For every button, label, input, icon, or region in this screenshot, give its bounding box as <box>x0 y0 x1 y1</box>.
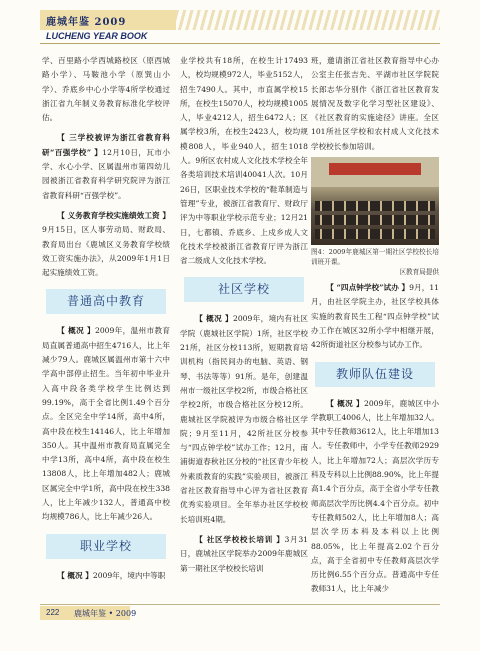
item-title: 【 概况 】 <box>326 398 364 408</box>
section-heading: 职业学校 <box>46 534 166 559</box>
item-text: 2009年，境内中等职 <box>92 570 166 580</box>
item-text: 2009年，温州市教育局直属普通高中招生4716人，比上年减少79人。鹿城区属温州市第十六中学高中部停止招生。当年初中毕业升入高中段各类学校学生比例达到99.19%，高于全省比例1.49个百分点。全区完全中学14所，高中4所，高中段在校生14146人，比上年增加350人。其中温州市教育局直属完全中学13所，高中4所，高中段在校生13808人，比上年增加482人；鹿城区属完全中学1所，高中段在校生338人，比上年减少132人，普通高中校均规模786人，比上年减少26人。 <box>42 326 170 522</box>
footer-source: 鹿城年鉴 • 2009 <box>74 609 137 618</box>
header-title: 鹿城年鉴 2009 <box>46 17 127 28</box>
item-title: 【 概况 】 <box>57 570 93 580</box>
photo-caption <box>311 247 439 277</box>
item-title: 【 “四点钟学校”试办 】 <box>326 283 410 293</box>
caption-text: 图4：2009年鹿城区第一期社区学校校长培训班开课。 <box>311 248 439 267</box>
section-heading: 普通高中教育 <box>46 289 166 314</box>
paragraph <box>42 569 170 583</box>
page-footer <box>40 600 440 620</box>
item-text: 12月10日，瓦市小学、水心小学、区属温州市第四幼儿园被浙江省教育科学研究院评为浙江省教育科研“百强学校”。 <box>42 147 170 200</box>
photo-credit: 区教育局提供 <box>399 268 439 277</box>
section-heading: 社区学校 <box>184 277 304 302</box>
item-title: 【 概况 】 <box>195 314 233 324</box>
item-title: 【 义务教育学校实施绩效工资 】 <box>57 210 170 220</box>
page-number: 222 <box>46 608 60 617</box>
training-photo <box>311 157 439 245</box>
column-3 <box>311 54 439 597</box>
header-stripes <box>176 10 440 30</box>
item-title: 【 概况 】 <box>57 326 95 336</box>
column-2 <box>180 54 308 576</box>
item-text: 9月，11月，由社区学院主办，社区学校具体实施的教育民生工程“四点钟学校”试办工作在城区32所小学中相继开展，42所街道社区分校参与试办工作。 <box>311 283 439 350</box>
item-title: 【 三学校被评为浙江省教育科研“百强学校” 】 <box>42 133 170 157</box>
column-1 <box>42 54 170 583</box>
item-text: 9月15日，区人事劳动局、财政局、教育局出台《鹿城区义务教育学校绩效工资实施办法》，从2009年1月1日起实施绩效工资。 <box>42 225 170 278</box>
item-text: 2009年，境内有社区学院（鹿城社区学院）1所，社区学校21所，社区分校113所，短期教育培训机构（指民间办的电脑、英语、钢琴、书法等等）91所。是年，创建温州市一级社区学校2所，市级合格社区学校2所，市级合格社区分校12所。鹿城社区学院被评为市级合格社区学院；9月至11月，42所社区分校参与“四点钟学校”试办工作；12月，南浦街道春秋社区分校的“社区青少年校外素质教育的实践”实验项目，被浙江省社区教育指导中心评为省社区教育优秀实验项目。全年举办社区学校校长培训班4期。 <box>180 314 308 524</box>
paragraph <box>180 312 308 526</box>
header-rule <box>40 43 440 44</box>
paragraph: 班，邀请浙江省社区教育指导中心办公室主任张吉先、平湖市社区学院院长郎志华分别作《浙江省社区教育发展情况及数字化学习型社区建设》、《社区教育的实施途径》讲座。全区101所社区学校和农村成人文化技术学校校长参加培训。 <box>311 56 439 151</box>
section-heading: 教师队伍建设 <box>315 362 435 387</box>
item-text: 3月31日，鹿城社区学院举办2009年鹿城区第一期社区学校校长培训 <box>180 534 308 573</box>
header-subtitle: LUCHENG YEAR BOOK <box>46 31 148 41</box>
paragraph: 业学校共有18所，在校生计17493人，校均规模972人，毕业5152人，招生7490人。其中，市直属学校15所，在校生15070人，校均规模1005人，毕业4212人，招生6472人；区属学校3所，在校生2423人，校均规模808人，毕业940人，招生1018人。9所区农村成人文化技术学校全年各类培训技术培训40041人次。10月26日，区职业技术学校的“鞋革制造与管理”专业，被浙江省教育厅、财政厅评为中等职业学校示范专业；12月21日，七都镇、乔底乡、上戍乡成人文化技术学校被浙江省教育厅评为浙江省二级成人文化技术学校。 <box>180 56 308 266</box>
paragraph <box>42 324 170 524</box>
item-title: 【 社区学校校长培训 】 <box>195 534 285 544</box>
item-text: 2009年，鹿城区中小学教职工4006人，比上年增加32人。其中专任教师3612人，比上年增加13人。专任教师中，小学专任教师2929人，比上年增加72人；高层次学历专科及专科以上比例88.90%，比上年提高1.4个百分点，高于全省小学专任教师高层次学历比例4.4个百分点。初中专任教师502人，比上年增加8人；高层次学历本科及本科以上比例88.05%，比上年提高2.02个百分点，高于全省初中专任教师高层次学历比例6.55个百分点。普通高中专任教师31人，比上年减少 <box>311 398 439 594</box>
page-header <box>40 10 440 46</box>
paragraph <box>42 131 170 202</box>
paragraph: 学、百里路小学西城路校区（原西城路小学）、马鞍池小学（原巽山小学）、乔底乡中心小学等4所学校通过浙江省九年制义务教育标准化学校评估。 <box>42 56 170 123</box>
paragraph <box>180 533 308 576</box>
paragraph <box>42 209 170 280</box>
paragraph <box>311 281 439 352</box>
paragraph <box>311 397 439 597</box>
